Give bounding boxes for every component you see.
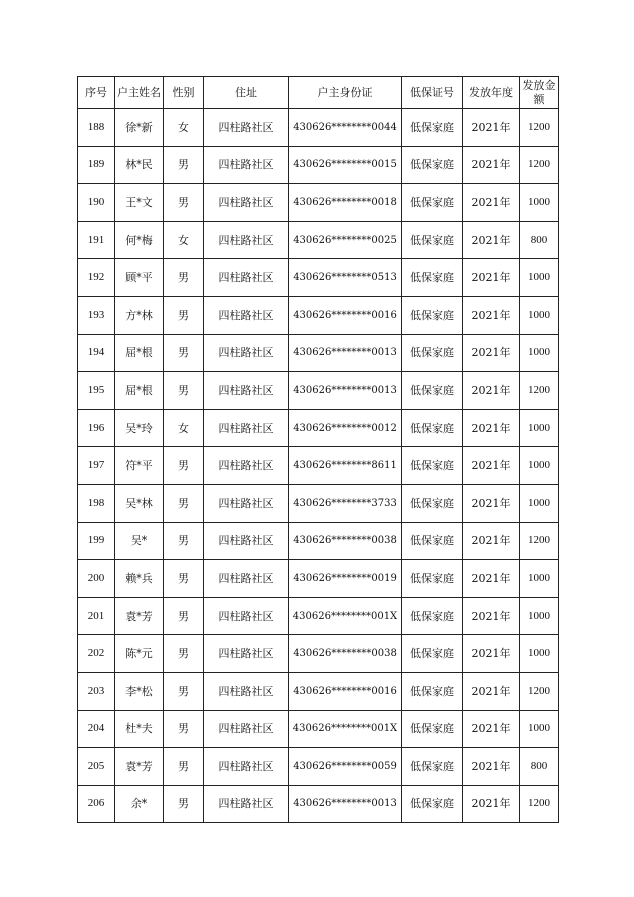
cell-id-card: 430626********001X (289, 597, 402, 635)
cell-name: 袁*芳 (115, 597, 164, 635)
table-row (78, 710, 559, 748)
cell-id-card: 430626********0025 (289, 221, 402, 259)
cell-amount: 1000 (520, 447, 559, 485)
cell-year: 2021年 (463, 672, 520, 710)
cell-address: 四柱路社区 (204, 184, 289, 222)
cell-address: 四柱路社区 (204, 597, 289, 635)
cell-seq: 192 (78, 259, 115, 297)
cell-cert-no: 低保家庭 (402, 334, 463, 372)
cell-year: 2021年 (463, 447, 520, 485)
cell-amount: 800 (520, 221, 559, 259)
cell-cert-no: 低保家庭 (402, 560, 463, 598)
cell-gender: 男 (164, 522, 204, 560)
cell-cert-no: 低保家庭 (402, 409, 463, 447)
cell-gender: 男 (164, 296, 204, 334)
cell-address: 四柱路社区 (204, 748, 289, 786)
table-row (78, 635, 559, 673)
header-gender: 性别 (164, 77, 204, 109)
cell-seq: 188 (78, 109, 115, 147)
cell-id-card: 430626********0038 (289, 635, 402, 673)
cell-amount: 800 (520, 748, 559, 786)
cell-amount: 1000 (520, 296, 559, 334)
cell-address: 四柱路社区 (204, 372, 289, 410)
cell-year: 2021年 (463, 484, 520, 522)
cell-gender: 男 (164, 146, 204, 184)
cell-seq: 205 (78, 748, 115, 786)
cell-cert-no: 低保家庭 (402, 522, 463, 560)
header-id-card: 户主身份证 (289, 77, 402, 109)
table-row (78, 522, 559, 560)
cell-year: 2021年 (463, 409, 520, 447)
cell-address: 四柱路社区 (204, 221, 289, 259)
cell-address: 四柱路社区 (204, 560, 289, 598)
cell-cert-no: 低保家庭 (402, 372, 463, 410)
cell-year: 2021年 (463, 146, 520, 184)
cell-cert-no: 低保家庭 (402, 484, 463, 522)
cell-id-card: 430626********0012 (289, 409, 402, 447)
header-cert-no: 低保证号 (402, 77, 463, 109)
cell-address: 四柱路社区 (204, 672, 289, 710)
cell-address: 四柱路社区 (204, 146, 289, 184)
cell-name: 方*林 (115, 296, 164, 334)
table-row (78, 109, 559, 147)
cell-amount: 1200 (520, 372, 559, 410)
cell-year: 2021年 (463, 259, 520, 297)
cell-cert-no: 低保家庭 (402, 447, 463, 485)
cell-address: 四柱路社区 (204, 635, 289, 673)
cell-address: 四柱路社区 (204, 447, 289, 485)
table-row (78, 409, 559, 447)
cell-cert-no: 低保家庭 (402, 672, 463, 710)
cell-seq: 204 (78, 710, 115, 748)
cell-id-card: 430626********0013 (289, 372, 402, 410)
cell-id-card: 430626********0059 (289, 748, 402, 786)
table-row (78, 296, 559, 334)
cell-name: 赖*兵 (115, 560, 164, 598)
cell-address: 四柱路社区 (204, 296, 289, 334)
table-row (78, 372, 559, 410)
cell-name: 李*松 (115, 672, 164, 710)
cell-amount: 1000 (520, 259, 559, 297)
cell-name: 陈*元 (115, 635, 164, 673)
cell-id-card: 430626********0019 (289, 560, 402, 598)
cell-gender: 男 (164, 672, 204, 710)
cell-seq: 206 (78, 785, 115, 823)
cell-amount: 1200 (520, 785, 559, 823)
cell-seq: 191 (78, 221, 115, 259)
cell-address: 四柱路社区 (204, 259, 289, 297)
cell-name: 袁*芳 (115, 748, 164, 786)
cell-amount: 1000 (520, 710, 559, 748)
cell-id-card: 430626********0044 (289, 109, 402, 147)
cell-id-card: 430626********0018 (289, 184, 402, 222)
cell-cert-no: 低保家庭 (402, 597, 463, 635)
cell-amount: 1200 (520, 672, 559, 710)
cell-name: 屈*根 (115, 372, 164, 410)
table-row (78, 484, 559, 522)
cell-gender: 男 (164, 635, 204, 673)
cell-id-card: 430626********001X (289, 710, 402, 748)
cell-gender: 男 (164, 597, 204, 635)
header-name: 户主姓名 (115, 77, 164, 109)
cell-year: 2021年 (463, 635, 520, 673)
cell-cert-no: 低保家庭 (402, 635, 463, 673)
cell-amount: 1000 (520, 184, 559, 222)
header-address: 住址 (204, 77, 289, 109)
table-header-row (78, 77, 559, 109)
cell-name: 林*民 (115, 146, 164, 184)
cell-name: 吴* (115, 522, 164, 560)
cell-cert-no: 低保家庭 (402, 184, 463, 222)
cell-address: 四柱路社区 (204, 484, 289, 522)
cell-amount: 1000 (520, 597, 559, 635)
cell-amount: 1000 (520, 484, 559, 522)
cell-gender: 男 (164, 785, 204, 823)
cell-name: 杜*夫 (115, 710, 164, 748)
cell-seq: 190 (78, 184, 115, 222)
cell-year: 2021年 (463, 597, 520, 635)
cell-cert-no: 低保家庭 (402, 710, 463, 748)
cell-cert-no: 低保家庭 (402, 221, 463, 259)
beneficiary-table (77, 76, 559, 823)
cell-name: 符*平 (115, 447, 164, 485)
cell-seq: 203 (78, 672, 115, 710)
cell-gender: 男 (164, 447, 204, 485)
cell-cert-no: 低保家庭 (402, 785, 463, 823)
table-row (78, 221, 559, 259)
cell-cert-no: 低保家庭 (402, 296, 463, 334)
cell-id-card: 430626********0013 (289, 785, 402, 823)
cell-amount: 1200 (520, 522, 559, 560)
cell-seq: 202 (78, 635, 115, 673)
cell-id-card: 430626********0016 (289, 296, 402, 334)
cell-id-card: 430626********0013 (289, 334, 402, 372)
table-row (78, 560, 559, 598)
cell-year: 2021年 (463, 372, 520, 410)
cell-amount: 1200 (520, 109, 559, 147)
cell-year: 2021年 (463, 221, 520, 259)
cell-year: 2021年 (463, 710, 520, 748)
cell-seq: 201 (78, 597, 115, 635)
cell-gender: 男 (164, 184, 204, 222)
cell-gender: 男 (164, 710, 204, 748)
cell-id-card: 430626********0513 (289, 259, 402, 297)
table-row (78, 672, 559, 710)
table-row (78, 447, 559, 485)
cell-cert-no: 低保家庭 (402, 146, 463, 184)
cell-amount: 1000 (520, 635, 559, 673)
cell-id-card: 430626********8611 (289, 447, 402, 485)
cell-name: 吴*玲 (115, 409, 164, 447)
cell-gender: 男 (164, 372, 204, 410)
header-year: 发放年度 (463, 77, 520, 109)
cell-seq: 199 (78, 522, 115, 560)
cell-gender: 男 (164, 259, 204, 297)
cell-year: 2021年 (463, 785, 520, 823)
table-body (78, 109, 559, 823)
cell-amount: 1200 (520, 146, 559, 184)
cell-cert-no: 低保家庭 (402, 748, 463, 786)
cell-seq: 197 (78, 447, 115, 485)
cell-name: 吴*林 (115, 484, 164, 522)
cell-name: 顾*平 (115, 259, 164, 297)
table-row (78, 597, 559, 635)
cell-year: 2021年 (463, 560, 520, 598)
cell-gender: 女 (164, 221, 204, 259)
cell-seq: 195 (78, 372, 115, 410)
table-row (78, 785, 559, 823)
cell-id-card: 430626********0015 (289, 146, 402, 184)
header-amount: 发放金额 (520, 77, 559, 109)
table-row (78, 259, 559, 297)
cell-address: 四柱路社区 (204, 109, 289, 147)
cell-name: 徐*新 (115, 109, 164, 147)
cell-id-card: 430626********0038 (289, 522, 402, 560)
cell-gender: 男 (164, 560, 204, 598)
cell-year: 2021年 (463, 748, 520, 786)
cell-address: 四柱路社区 (204, 334, 289, 372)
cell-amount: 1000 (520, 409, 559, 447)
cell-year: 2021年 (463, 109, 520, 147)
cell-seq: 193 (78, 296, 115, 334)
cell-seq: 196 (78, 409, 115, 447)
table-row (78, 334, 559, 372)
cell-address: 四柱路社区 (204, 522, 289, 560)
cell-cert-no: 低保家庭 (402, 259, 463, 297)
cell-cert-no: 低保家庭 (402, 109, 463, 147)
cell-id-card: 430626********0016 (289, 672, 402, 710)
cell-address: 四柱路社区 (204, 409, 289, 447)
cell-id-card: 430626********3733 (289, 484, 402, 522)
cell-seq: 198 (78, 484, 115, 522)
cell-name: 余* (115, 785, 164, 823)
cell-year: 2021年 (463, 296, 520, 334)
cell-year: 2021年 (463, 334, 520, 372)
cell-amount: 1000 (520, 560, 559, 598)
table-row (78, 146, 559, 184)
cell-address: 四柱路社区 (204, 785, 289, 823)
table-row (78, 748, 559, 786)
cell-gender: 女 (164, 409, 204, 447)
cell-name: 王*文 (115, 184, 164, 222)
cell-year: 2021年 (463, 184, 520, 222)
cell-name: 屈*根 (115, 334, 164, 372)
cell-address: 四柱路社区 (204, 710, 289, 748)
cell-gender: 女 (164, 109, 204, 147)
cell-seq: 194 (78, 334, 115, 372)
cell-seq: 200 (78, 560, 115, 598)
cell-year: 2021年 (463, 522, 520, 560)
cell-name: 何*梅 (115, 221, 164, 259)
cell-gender: 男 (164, 484, 204, 522)
cell-amount: 1000 (520, 334, 559, 372)
cell-gender: 男 (164, 334, 204, 372)
cell-seq: 189 (78, 146, 115, 184)
header-seq: 序号 (78, 77, 115, 109)
cell-gender: 男 (164, 748, 204, 786)
table-row (78, 184, 559, 222)
